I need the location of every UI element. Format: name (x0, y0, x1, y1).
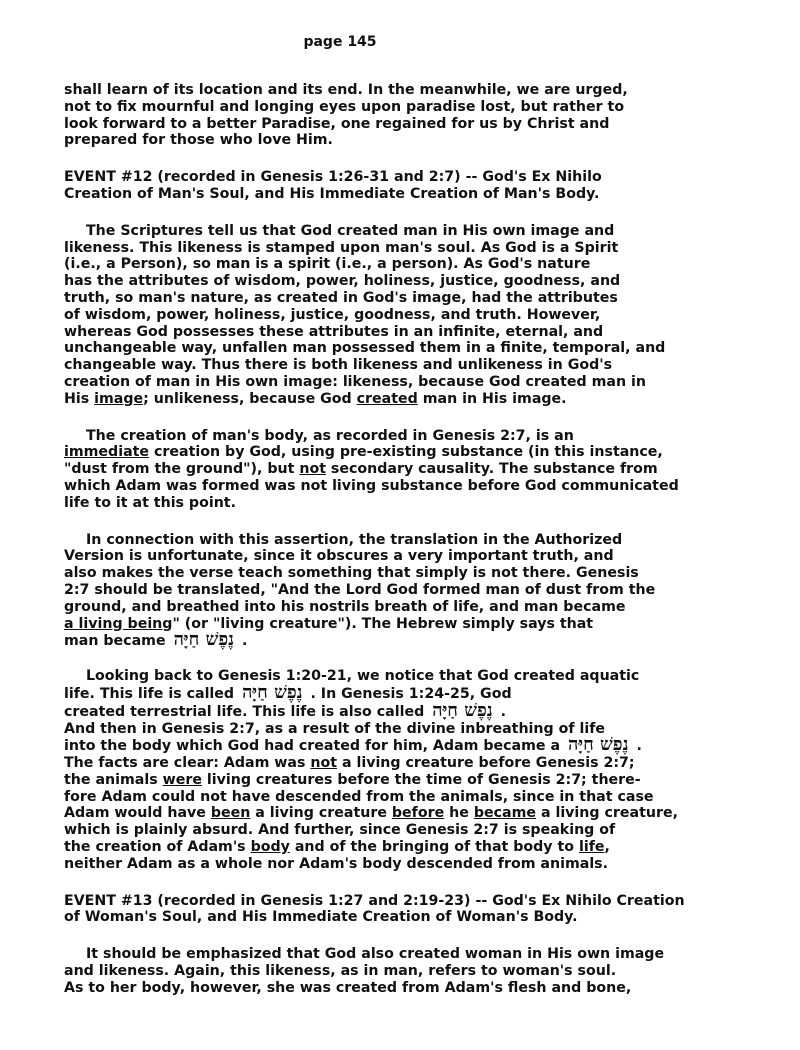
text-line: His image; unlikeness, because God created man in His image. (64, 390, 567, 407)
underlined-word: not (299, 461, 326, 478)
hebrew-phrase: נֶפֶשׁ חַיָּה (568, 734, 629, 756)
text-line: the creation of Adam's body and of the bringing of that body to life, (64, 839, 610, 856)
text-line: which is plainly absurd. And further, since Genesis 2:7 is speaking of (64, 822, 616, 839)
paragraph-mans-body (64, 428, 724, 512)
underlined-word: immediate (64, 444, 150, 461)
text-line: immediate creation by God, using pre-existing substance (in this instance, (64, 444, 663, 461)
text-line: Looking back to Genesis 1:20-21, we notice that God created aquatic (86, 668, 640, 685)
paragraph-image-likeness (64, 223, 724, 240)
text-line: also makes the verse teach something that simply is not there. Genesis (64, 565, 639, 582)
text-line: Version is unfortunate, since it obscures a very important truth, and (64, 548, 614, 565)
text-line: The creation of man's body, as recorded in Genesis 2:7, is an (86, 427, 574, 444)
underlined-word: created (356, 390, 418, 407)
underlined-word: before (391, 805, 445, 822)
text-line: not to fix mournful and longing eyes upon paradise lost, but rather to (64, 98, 625, 115)
text-line: unchangeable way, unfallen man possessed them in a finite, temporal, and (64, 340, 666, 357)
text-line: (i.e., a Person), so man is a spirit (i.e., a person). As God's nature (64, 256, 591, 273)
text-line: life to it at this point. (64, 494, 236, 511)
paragraph-woman-image (64, 946, 724, 996)
text-line: likeness. This likeness is stamped upon man's soul. As God is a Spirit (64, 239, 619, 256)
text-line: 2:7 should be translated, "And the Lord God formed man of dust from the (64, 581, 656, 598)
text-line: The Scriptures tell us that God created man in His own image and (86, 222, 615, 239)
underlined-word: body (250, 839, 290, 856)
text-line: "dust from the ground"), but not secondary causality. The substance from (64, 461, 658, 478)
text-line: of wisdom, power, holiness, justice, goodness, and truth. However, (64, 306, 601, 323)
paragraph-translation (64, 532, 724, 651)
heading-line: EVENT #13 (recorded in Genesis 1:27 and 2:19-23) -- God's Ex Nihilo Creation (64, 892, 685, 909)
underlined-word: became (473, 805, 536, 822)
heading-line: Creation of Man's Soul, and His Immediate Creation of Man's Body. (64, 185, 600, 202)
paragraph-living-creature (64, 668, 724, 873)
underlined-word: not (310, 755, 338, 772)
text-line: creation of man in His own image: likeness, because God created man in (64, 373, 646, 390)
text-line: truth, so man's nature, as created in God's image, had the attributes (64, 289, 618, 306)
text-line: prepared for those who love Him. (64, 132, 333, 149)
text-line: ground, and breathed into his nostrils breath of life, and man became (64, 598, 626, 615)
underlined-word: life (578, 839, 605, 856)
heading-line: of Woman's Soul, and His Immediate Creation of Woman's Body. (64, 909, 578, 926)
document-body (64, 82, 724, 997)
text-line: changeable way. Thus there is both likeness and unlikeness in God's (64, 357, 613, 374)
text-line: man became נֶפֶשׁ חַיָּה . (64, 629, 248, 651)
hebrew-phrase: נֶפֶשׁ חַיָּה (432, 699, 493, 721)
text-line: and likeness. Again, this likeness, as in man, refers to woman's soul. (64, 963, 617, 980)
underlined-word: were (162, 771, 202, 788)
text-line: life. This life is called נֶפֶשׁ חַיָּה . In Genesis 1:24-25, God (64, 681, 512, 703)
underlined-word: a living being (64, 615, 173, 632)
text-line: Adam would have been a living creature before he became a living creature, (64, 805, 678, 822)
heading-line: EVENT #12 (recorded in Genesis 1:26-31 and 2:7) -- God's Ex Nihilo (64, 169, 602, 186)
hebrew-phrase: נֶפֶשׁ חַיָּה (242, 681, 303, 703)
text-line: into the body which God had created for him, Adam became a נֶפֶשׁ חַיָּה . (64, 734, 642, 756)
text-line: look forward to a better Paradise, one regained for us by Christ and (64, 115, 610, 132)
text-line: a living being" (or "living creature"). The Hebrew simply says that (64, 615, 594, 632)
text-line: neither Adam as a whole nor Adam's body descended from animals. (64, 855, 609, 872)
text-line: The facts are clear: Adam was not a living creature before Genesis 2:7; (64, 755, 635, 772)
text-line: fore Adam could not have descended from the animals, since in that case (64, 788, 654, 805)
hebrew-phrase: נֶפֶשׁ חַיָּה (173, 629, 234, 651)
text-line: has the attributes of wisdom, power, holiness, justice, goodness, and (64, 273, 621, 290)
page-number: page 145 (303, 34, 377, 50)
text-line: As to her body, however, she was created from Adam's flesh and bone, (64, 979, 632, 996)
event-12-heading (64, 169, 724, 203)
text-line: shall learn of its location and its end. In the meanwhile, we are urged, (64, 82, 628, 98)
text-line: created terrestrial life. This life is also called נֶפֶשׁ חַיָּה . (64, 699, 507, 721)
underlined-word: image (94, 390, 144, 407)
text-line: It should be emphasized that God also created woman in His own image (86, 946, 665, 963)
underlined-word: been (210, 805, 251, 822)
text-line: which Adam was formed was not living substance before God communicated (64, 477, 679, 494)
text-line: And then in Genesis 2:7, as a result of the divine inbreathing of life (64, 720, 605, 737)
paragraph-continuation (64, 82, 724, 149)
text-line: whereas God possesses these attributes in an infinite, eternal, and (64, 323, 604, 340)
text-line: the animals were living creatures before the time of Genesis 2:7; there- (64, 771, 641, 788)
event-13-heading (64, 893, 724, 927)
paragraph-image-likeness-body (64, 240, 724, 408)
text-line: In connection with this assertion, the translation in the Authorized (86, 531, 623, 548)
